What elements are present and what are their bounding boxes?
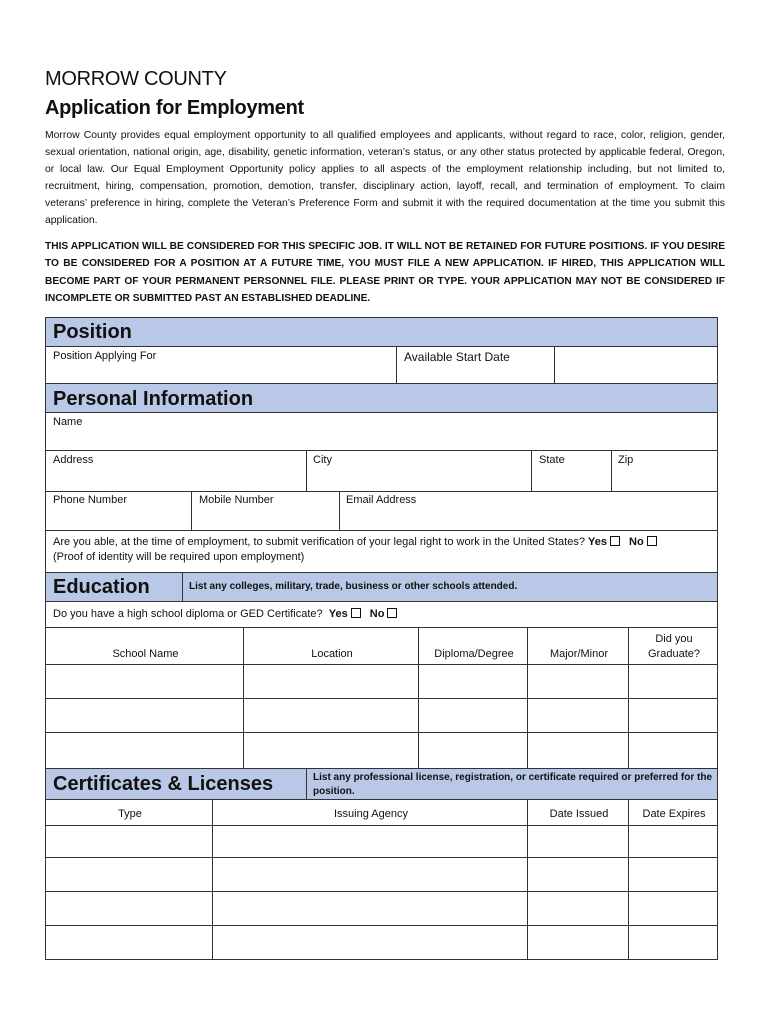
table-row-cell[interactable] [45,825,213,858]
cert-col-expires-label: Date Expires [642,808,706,820]
email-label: Email Address [346,494,417,506]
education-note: List any colleges, military, trade, business or other schools attended. [189,581,518,592]
cert-col-issued-label: Date Issued [549,808,609,820]
table-row-cell[interactable] [527,925,629,960]
diploma-question [53,608,403,620]
table-row-cell[interactable] [243,698,419,733]
cert-col-issued [527,799,629,826]
start-date-label: Available Start Date [404,350,510,364]
zip-field[interactable] [611,450,718,492]
edu-col-location-label: Location [311,648,353,660]
table-row-cell[interactable] [527,732,629,769]
edu-col-major [527,627,629,665]
table-row-cell[interactable] [628,925,718,960]
diploma-yes-checkbox[interactable] [351,608,361,618]
start-date-label-cell [396,346,555,384]
diploma-no-label: No [369,608,385,620]
table-row-cell[interactable] [212,825,528,858]
table-row-cell[interactable] [212,857,528,892]
phone-field[interactable] [45,491,192,531]
table-row-cell[interactable] [628,857,718,892]
edu-col-graduate-label: Did you Graduate? [648,633,700,660]
name-label: Name [53,416,83,428]
table-row-cell[interactable] [212,925,528,960]
diploma-row [45,601,718,628]
position-applying-field[interactable] [45,346,397,384]
work-yes-label: Yes [588,536,607,548]
cert-col-type-label: Type [118,808,142,820]
certificates-note: List any professional license, registration, or certificate required or preferred for the position. [313,772,712,797]
notice-paragraph: THIS APPLICATION WILL BE CONSIDERED FOR THIS SPECIFIC JOB. IT WILL NOT BE RETAINED FOR FUTURE POSITIONS. IF YOU DESIRE TO BE CONSIDERED FOR A POSITION AT A FUTURE TIME, YOU MUST FILE A NEW APPLICATION. IF HIRED, THIS APPLICATION WILL BECOME PART OF YOUR PERMANENT PERSONNEL FILE. PLEASE PRINT OR TYPE. YOUR APPLICATION MAY NOT BE CONSIDERED IF INCOMPLETE OR SUBMITTED PAST AN ESTABLISHED DEADLINE. [45,241,725,304]
diploma-question-text: Do you have a high school diploma or GED Certificate? [53,608,323,620]
table-row-cell[interactable] [628,891,718,926]
diploma-no-checkbox[interactable] [387,608,397,618]
cert-col-expires [628,799,718,826]
table-row-cell[interactable] [527,891,629,926]
address-field[interactable] [45,450,307,492]
work-eligibility-question [53,536,663,548]
work-question-text: Are you able, at the time of employment, to submit verification of your legal right to work in the United States? [53,536,585,548]
state-field[interactable] [531,450,612,492]
edu-col-degree-label: Diploma/Degree [434,648,514,660]
page-title: Application for Employment [45,97,304,119]
cert-col-agency-label: Issuing Agency [334,808,408,820]
certificates-section-header [45,768,718,800]
table-row-cell[interactable] [418,698,528,733]
education-section-header [45,572,718,602]
position-applying-label: Position Applying For [53,350,157,362]
work-eligibility-note: (Proof of identity will be required upon employment) [53,551,305,563]
position-heading: Position [53,321,132,343]
table-row-cell[interactable] [45,925,213,960]
mobile-field[interactable] [191,491,340,531]
table-row-cell[interactable] [243,732,419,769]
edu-col-major-label: Major/Minor [549,648,609,660]
personal-heading: Personal Information [53,388,254,410]
work-eligibility-row [45,530,718,573]
table-row-cell[interactable] [45,664,244,699]
work-no-checkbox[interactable] [647,536,657,546]
table-row-cell[interactable] [212,891,528,926]
table-row-cell[interactable] [628,732,718,769]
table-row-cell[interactable] [527,825,629,858]
table-row-cell[interactable] [45,857,213,892]
table-row-cell[interactable] [628,698,718,733]
table-row-cell[interactable] [527,698,629,733]
edu-col-location [243,627,419,665]
zip-label: Zip [618,454,634,466]
table-row-cell[interactable] [628,664,718,699]
certificates-divider [306,769,308,799]
edu-col-school-label: School Name [112,648,179,660]
table-row-cell[interactable] [45,732,244,769]
edu-col-school [45,627,244,665]
phone-label: Phone Number [53,494,127,506]
certificates-heading: Certificates & Licenses [53,773,274,795]
table-row-cell[interactable] [243,664,419,699]
table-row-cell[interactable] [418,732,528,769]
table-row-cell[interactable] [418,664,528,699]
mobile-label: Mobile Number [199,494,274,506]
edu-col-graduate [628,627,718,665]
work-no-label: No [629,536,644,548]
start-date-field[interactable] [554,346,718,384]
personal-section-header [45,383,718,413]
table-row-cell[interactable] [45,698,244,733]
work-yes-checkbox[interactable] [610,536,620,546]
org-name: MORROW COUNTY [45,68,227,90]
address-label: Address [53,454,94,466]
name-field[interactable] [45,412,718,451]
email-field[interactable] [339,491,718,531]
cert-col-type [45,799,213,826]
table-row-cell[interactable] [45,891,213,926]
education-heading: Education [53,576,150,598]
cert-col-agency [212,799,528,826]
position-section-header [45,317,718,347]
city-label: City [313,454,332,466]
table-row-cell[interactable] [527,857,629,892]
diploma-yes-label: Yes [328,608,348,620]
city-field[interactable] [306,450,532,492]
table-row-cell[interactable] [527,664,629,699]
education-divider [182,573,184,601]
state-label: State [539,454,565,466]
table-row-cell[interactable] [628,825,718,858]
edu-col-degree [418,627,528,665]
intro-paragraph: Morrow County provides equal employment opportunity to all qualified employees and applicants, without regard to race, color, religion, gender, sexual orientation, national origin, age, disability, genetic information, veteran’s status, or any other status protected by applicable federal, Oregon, or local law. Our Equal Employment Opportunity policy applies to all aspects of the employment relationship including, but not limited to, recruitment, hiring, compensation, promotion, demotion, transfer, disciplinary action, layoff, recall, and termination of employment. To claim veterans’ preference in hiring, complete the Veteran’s Preference Form and submit it with the required documentation at the time you submit this application. [45,130,725,226]
